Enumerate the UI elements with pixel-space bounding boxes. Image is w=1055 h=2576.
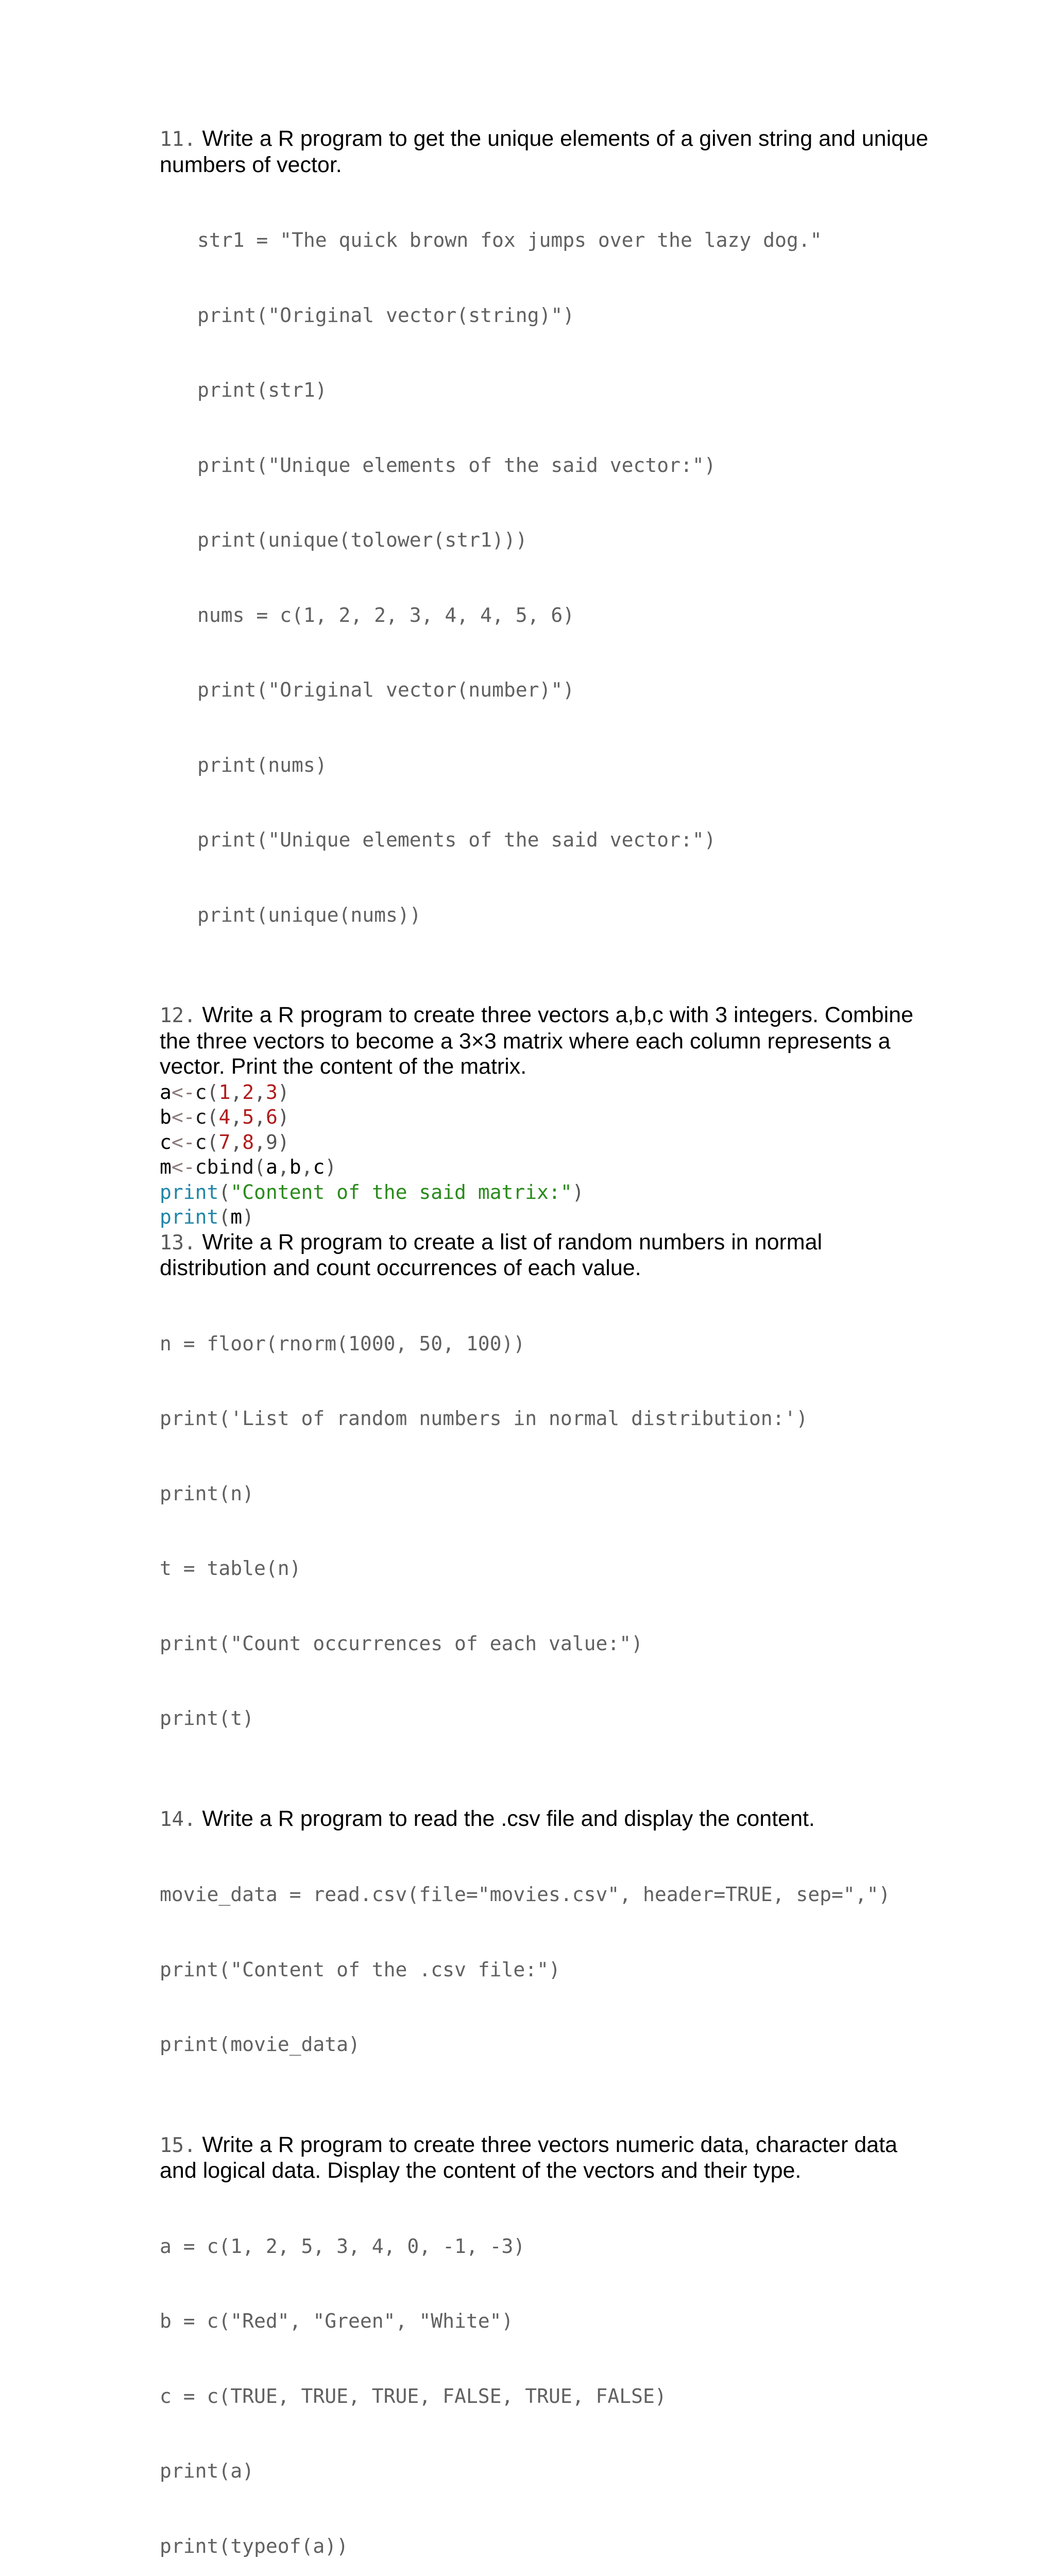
exercise-number: 11. bbox=[160, 128, 196, 151]
code-token: ) bbox=[278, 1131, 290, 1154]
code-line: movie_data = read.csv(file="movies.csv", header=TRUE, sep=",") bbox=[160, 1882, 932, 1907]
code-token: , bbox=[230, 1106, 242, 1128]
code-line bbox=[160, 1180, 932, 1205]
code-line bbox=[160, 1205, 932, 1230]
code-line: n = floor(rnorm(1000, 50, 100)) bbox=[160, 1331, 932, 1357]
code-line: print(unique(tolower(str1))) bbox=[197, 528, 932, 553]
code-token: ) bbox=[325, 1156, 336, 1178]
exercise-15 bbox=[160, 2132, 932, 2576]
code-token: , bbox=[301, 1156, 313, 1178]
exercise-question-text: Write a R program to create a list of random numbers in normal distribution and count occurrences of each value. bbox=[160, 1230, 822, 1281]
code-token: ( bbox=[218, 1206, 230, 1228]
code-line: print(unique(nums)) bbox=[197, 903, 932, 928]
code-token: ( bbox=[254, 1156, 266, 1178]
code-token: 4 bbox=[218, 1106, 230, 1128]
code-token: print bbox=[160, 1206, 218, 1228]
code-token: 1 bbox=[218, 1081, 230, 1104]
code-line: nums = c(1, 2, 2, 3, 4, 4, 5, 6) bbox=[197, 603, 932, 628]
exercise-question bbox=[160, 1230, 932, 1281]
code-token: <- bbox=[172, 1156, 195, 1178]
code-block bbox=[160, 1832, 932, 2107]
exercise-12 bbox=[160, 1003, 932, 1230]
code-token: , bbox=[230, 1081, 242, 1104]
code-token: , bbox=[230, 1131, 242, 1154]
exercise-question-text: Write a R program to create three vectors a,b,c with 3 integers. Combine the three vectors to become a 3×3 matrix where each column represents a vector. Print the content of the matrix. bbox=[160, 1003, 913, 1079]
code-token: 2 bbox=[242, 1081, 254, 1104]
code-token: , bbox=[254, 1131, 266, 1154]
code-token: c bbox=[160, 1131, 172, 1154]
code-token: b bbox=[160, 1106, 172, 1128]
code-line: b = c("Red", "Green", "White") bbox=[160, 2309, 932, 2334]
code-line: print('List of random numbers in normal distribution:') bbox=[160, 1406, 932, 1431]
code-token: c bbox=[313, 1156, 325, 1178]
code-token: m bbox=[230, 1206, 242, 1228]
code-line: t = table(n) bbox=[160, 1556, 932, 1581]
code-line: print(n) bbox=[160, 1481, 932, 1506]
code-line: a = c(1, 2, 5, 3, 4, 0, -1, -3) bbox=[160, 2234, 932, 2259]
code-token: "Content of the said matrix:" bbox=[230, 1181, 572, 1204]
code-token: ( bbox=[218, 1181, 230, 1204]
code-token: c bbox=[195, 1081, 207, 1104]
code-line: print("Unique elements of the said vector:") bbox=[197, 827, 932, 853]
code-token: 8 bbox=[242, 1131, 254, 1154]
highlighted-code-block bbox=[160, 1080, 932, 1230]
code-token: c bbox=[195, 1131, 207, 1154]
code-token: 5 bbox=[242, 1106, 254, 1128]
code-token: a bbox=[160, 1081, 172, 1104]
exercise-question bbox=[160, 1003, 932, 1080]
document-page bbox=[160, 126, 932, 2576]
code-line: print(t) bbox=[160, 1706, 932, 1731]
code-token: c bbox=[195, 1106, 207, 1128]
code-token: ( bbox=[207, 1131, 219, 1154]
code-token: <- bbox=[172, 1081, 195, 1104]
code-token: <- bbox=[172, 1106, 195, 1128]
code-token: m bbox=[160, 1156, 172, 1178]
code-line: print(nums) bbox=[197, 753, 932, 778]
code-token: ( bbox=[207, 1081, 219, 1104]
code-token: , bbox=[254, 1081, 266, 1104]
code-token: ( bbox=[207, 1106, 219, 1128]
exercise-question-text: Write a R program to create three vectors numeric data, character data and logical data. Display the content of the vectors and their type. bbox=[160, 2132, 897, 2183]
code-token: <- bbox=[172, 1131, 195, 1154]
exercise-14 bbox=[160, 1806, 932, 2107]
exercise-number: 13. bbox=[160, 1231, 196, 1255]
exercise-13 bbox=[160, 1230, 932, 1781]
code-line: c = c(TRUE, TRUE, TRUE, FALSE, TRUE, FALSE) bbox=[160, 2384, 932, 2409]
code-block bbox=[160, 1281, 932, 1781]
exercise-question-text: Write a R program to read the .csv file and display the content. bbox=[202, 1806, 814, 1831]
code-line bbox=[160, 1105, 932, 1130]
code-line bbox=[160, 1155, 932, 1180]
code-line: print(movie_data) bbox=[160, 2032, 932, 2057]
code-token: ) bbox=[572, 1181, 584, 1204]
exercise-number: 14. bbox=[160, 1808, 196, 1831]
code-token: 7 bbox=[218, 1131, 230, 1154]
exercise-question bbox=[160, 2132, 932, 2184]
code-token: cbind bbox=[195, 1156, 254, 1178]
code-line: print(a) bbox=[160, 2459, 932, 2484]
code-token: print bbox=[160, 1181, 218, 1204]
code-token: ) bbox=[278, 1081, 290, 1104]
code-line: print("Original vector(number)") bbox=[197, 677, 932, 703]
code-token: a bbox=[266, 1156, 278, 1178]
code-token: b bbox=[290, 1156, 301, 1178]
code-block bbox=[160, 2184, 932, 2576]
code-token: ) bbox=[242, 1206, 254, 1228]
code-line: print("Count occurrences of each value:") bbox=[160, 1631, 932, 1656]
code-line: print("Original vector(string)") bbox=[197, 303, 932, 328]
code-token: ) bbox=[278, 1106, 290, 1128]
code-token: 9 bbox=[266, 1131, 278, 1154]
code-line: print("Unique elements of the said vector:") bbox=[197, 453, 932, 478]
code-token: 6 bbox=[266, 1106, 278, 1128]
exercise-question bbox=[160, 126, 932, 178]
code-token: 3 bbox=[266, 1081, 278, 1104]
code-line: print(str1) bbox=[197, 378, 932, 403]
code-token: , bbox=[278, 1156, 290, 1178]
exercise-11 bbox=[160, 126, 932, 977]
code-line: print(typeof(a)) bbox=[160, 2534, 932, 2559]
code-block bbox=[160, 178, 932, 977]
exercise-question-text: Write a R program to get the unique elements of a given string and unique numbers of vector. bbox=[160, 126, 928, 177]
code-token: , bbox=[254, 1106, 266, 1128]
code-line: print("Content of the .csv file:") bbox=[160, 1957, 932, 1982]
code-line bbox=[160, 1130, 932, 1155]
code-line: str1 = "The quick brown fox jumps over the lazy dog." bbox=[197, 228, 932, 253]
exercise-question bbox=[160, 1806, 932, 1833]
exercise-number: 12. bbox=[160, 1004, 196, 1027]
exercise-number: 15. bbox=[160, 2134, 196, 2157]
code-line bbox=[160, 1080, 932, 1105]
